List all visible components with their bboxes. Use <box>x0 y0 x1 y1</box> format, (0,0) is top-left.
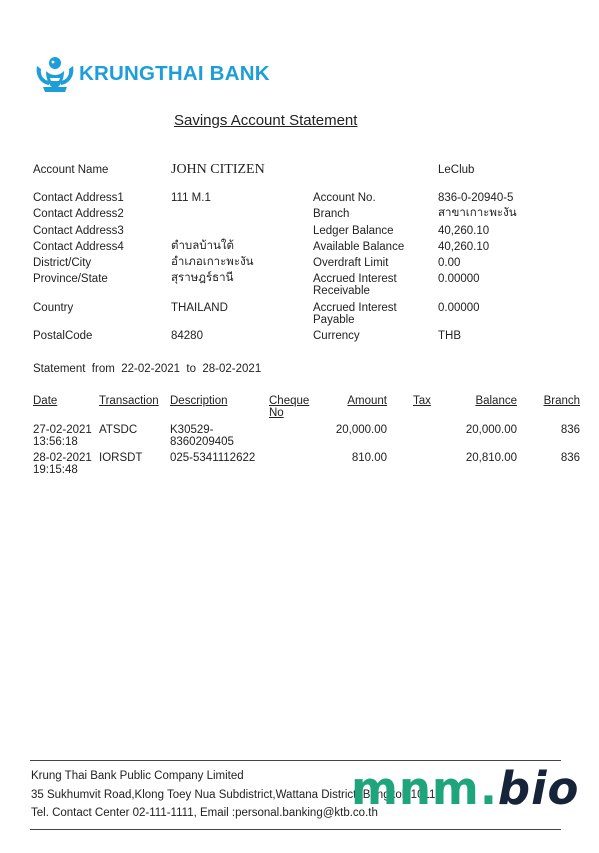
accrued-interest-receivable-value: 0.00000 <box>438 273 480 285</box>
account-name-label: Account Name <box>33 164 109 176</box>
district-city-value: อำเภอเกาะพะงัน <box>171 256 254 268</box>
col-header-description: Description <box>170 395 228 407</box>
overdraft-limit-value: 0.00 <box>438 257 461 269</box>
contact-address1-label: Contact Address1 <box>33 192 124 204</box>
bank-name: KRUNGTHAI BANK <box>79 62 270 85</box>
col-header-cheque-line2: No <box>269 407 284 419</box>
row-branch: 836 <box>560 452 580 464</box>
row-description-line1: K30529- <box>170 424 214 436</box>
account-club: LeClub <box>438 164 475 176</box>
row-amount: 20,000.00 <box>335 424 387 436</box>
footer-address: 35 Sukhumvit Road,Klong Toey Nua Subdistrict,Wattana District, Bangkok 10110 <box>31 789 442 801</box>
accrued-interest-receivable-label-line1: Accrued Interest <box>313 273 397 285</box>
col-header-branch: Branch <box>543 395 580 407</box>
row-amount: 810.00 <box>351 452 387 464</box>
district-city-label: District/City <box>33 257 92 269</box>
col-header-tax: Tax <box>413 395 431 407</box>
bird-emblem-icon <box>35 54 75 96</box>
account-name-value: JOHN CITIZEN <box>171 162 265 177</box>
col-header-cheque-line1: Cheque <box>269 395 310 407</box>
bank-logo <box>35 54 275 96</box>
country-value: THAILAND <box>171 302 228 314</box>
row-date: 27-02-2021 <box>33 424 92 436</box>
currency-label: Currency <box>313 330 360 342</box>
contact-address1-value: 111 M.1 <box>171 192 211 204</box>
row-balance: 20,000.00 <box>465 424 517 436</box>
currency-value: THB <box>438 330 461 342</box>
accrued-interest-payable-label-line2: Payable <box>313 314 355 326</box>
postal-code-value: 84280 <box>171 330 203 342</box>
watermark <box>351 759 579 819</box>
row-description-line2: 8360209405 <box>170 436 234 448</box>
row-transaction: IORSDT <box>99 452 143 464</box>
country-label: Country <box>33 302 74 314</box>
row-time: 19:15:48 <box>33 464 78 476</box>
row-balance: 20,810.00 <box>465 452 517 464</box>
ledger-balance-label: Ledger Balance <box>313 225 394 237</box>
contact-address4-label: Contact Address4 <box>33 241 124 253</box>
contact-address3-label: Contact Address3 <box>33 225 124 237</box>
col-header-amount: Amount <box>347 395 387 407</box>
postal-code-label: PostalCode <box>33 330 93 342</box>
col-header-date: Date <box>33 395 58 407</box>
accrued-interest-payable-value: 0.00000 <box>438 302 480 314</box>
row-description-line1: 025-5341112622 <box>170 452 256 464</box>
footer-bottom-divider <box>30 829 561 830</box>
col-header-balance: Balance <box>475 395 517 407</box>
available-balance-value: 40,260.10 <box>438 241 490 253</box>
row-branch: 836 <box>560 424 580 436</box>
account-no-label: Account No. <box>313 192 376 204</box>
branch-label: Branch <box>313 208 350 220</box>
accrued-interest-payable-label-line1: Accrued Interest <box>313 302 397 314</box>
col-header-transaction: Transaction <box>99 395 159 407</box>
footer-contact: Tel. Contact Center 02-111-1111, Email :personal.banking@ktb.co.th <box>31 807 378 819</box>
overdraft-limit-label: Overdraft Limit <box>313 257 389 269</box>
accrued-interest-receivable-label-line2: Receivable <box>313 285 370 297</box>
contact-address4-value: ตำบลบ้านใต้ <box>171 240 234 252</box>
row-time: 13:56:18 <box>33 436 78 448</box>
available-balance-label: Available Balance <box>313 241 405 253</box>
watermark-part1: mnm. <box>351 762 498 815</box>
watermark-part2: bio <box>497 762 580 815</box>
branch-value: สาขาเกาะพะงัน <box>438 207 517 219</box>
statement-title: Savings Account Statement <box>174 112 358 129</box>
row-transaction: ATSDC <box>99 424 138 436</box>
statement-period: Statement from 22-02-2021 to 28-02-2021 <box>33 363 262 375</box>
ledger-balance-value: 40,260.10 <box>438 225 490 237</box>
account-no-value: 836-0-20940-5 <box>438 192 514 204</box>
province-state-label: Province/State <box>33 273 108 285</box>
province-state-value: สุราษฎร์ธานี <box>171 272 234 284</box>
row-date: 28-02-2021 <box>33 452 92 464</box>
contact-address2-label: Contact Address2 <box>33 208 124 220</box>
footer-company: Krung Thai Bank Public Company Limited <box>31 770 244 782</box>
